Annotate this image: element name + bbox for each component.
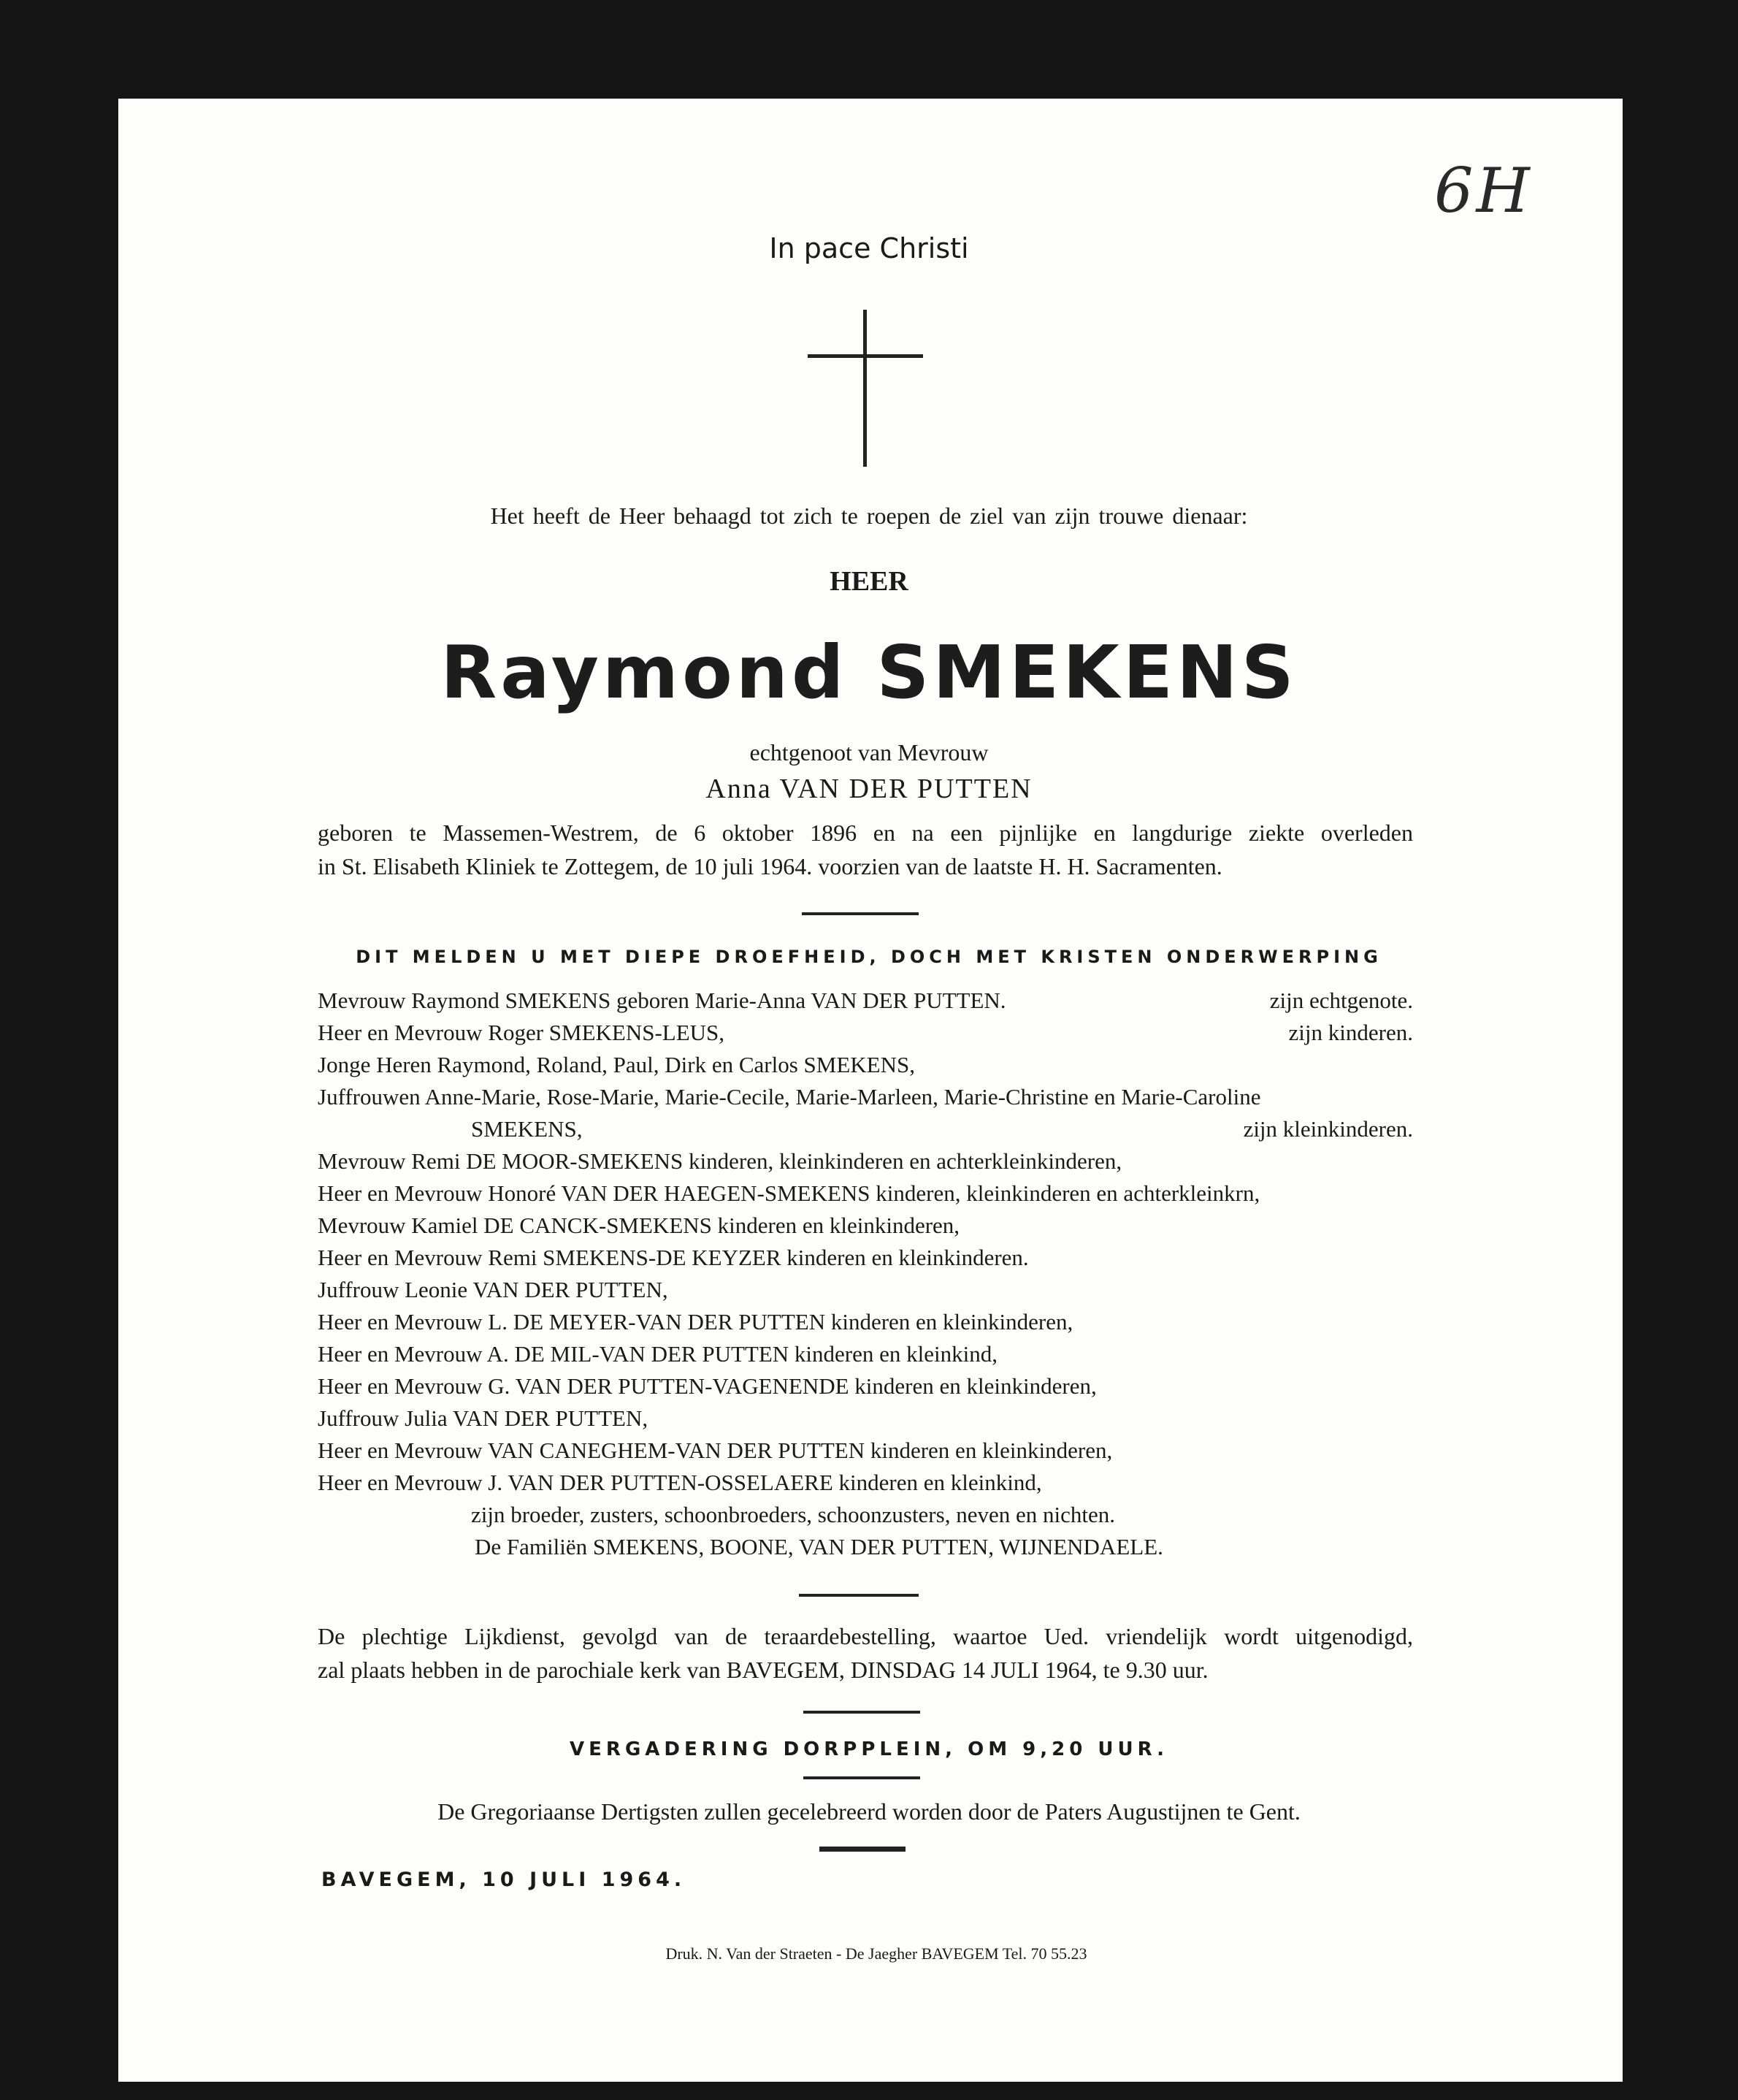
list-item: Heer en Mevrouw J. VAN DER PUTTEN-OSSELAERE kinderen en kleinkind, [318, 1470, 1042, 1495]
announce-caps: DIT MELDEN U MET DIEPE DROEFHEID, DOCH MET KRISTEN ONDERWERPING [356, 947, 1382, 967]
list-item: Heer en Mevrouw G. VAN DER PUTTEN-VAGENENDE kinderen en kleinkinderen, [318, 1373, 1097, 1399]
family-list [318, 985, 1457, 1563]
list-item: Mevrouw Raymond SMEKENS geboren Marie-Anna VAN DER PUTTEN. zijn echtgenote. [318, 988, 1413, 1013]
list-item: De Familiën SMEKENS, BOONE, VAN DER PUTTEN, WIJNENDAELE. [475, 1534, 1163, 1559]
service-line-1: De plechtige Lijkdienst, gevolgd van de teraardebestelling, waartoe Ued. vriendelijk wordt uitgenodigd, [318, 1623, 1413, 1649]
divider [802, 912, 919, 915]
announcement: Het heeft de Heer behaagd tot zich te roepen de ziel van zijn trouwe dienaar: [490, 503, 1248, 529]
list-item: Heer en Mevrouw L. DE MEYER-VAN DER PUTTEN kinderen en kleinkinderen, [318, 1309, 1073, 1335]
service-line-2: zal plaats hebben in de parochiale kerk van BAVEGEM, DINSDAG 14 JULI 1964, te 9.30 uur. [318, 1657, 1209, 1683]
list-item: Juffrouwen Anne-Marie, Rose-Marie, Marie-Cecile, Marie-Marleen, Marie-Christine en Marie-Caroline [318, 1084, 1261, 1110]
list-item: Mevrouw Remi DE MOOR-SMEKENS kinderen, kleinkinderen en achterkleinkinderen, [318, 1148, 1122, 1174]
spouse-label: echtgenoot van Mevrouw [749, 739, 989, 765]
meeting-notice: VERGADERING DORPPLEIN, OM 9,20 UUR. [570, 1738, 1168, 1760]
cross-icon-bar [808, 354, 923, 358]
list-item: Heer en Mevrouw Remi SMEKENS-DE KEYZER kinderen en kleinkinderen. [318, 1245, 1029, 1270]
divider [803, 1711, 920, 1714]
list-item: Juffrouw Julia VAN DER PUTTEN, [318, 1405, 648, 1431]
list-item: SMEKENS, zijn kleinkinderen. [471, 1116, 1413, 1142]
list-item: Jonge Heren Raymond, Roland, Paul, Dirk en Carlos SMEKENS, [318, 1052, 915, 1077]
list-item: Heer en Mevrouw Honoré VAN DER HAEGEN-SMEKENS kinderen, kleinkinderen en achterkleinkrn, [318, 1180, 1260, 1206]
title: HEER [830, 566, 908, 597]
list-item: Juffrouw Leonie VAN DER PUTTEN, [318, 1277, 668, 1302]
spouse-name: Anna VAN DER PUTTEN [705, 774, 1033, 804]
bio-line-2: in St. Elisabeth Kliniek te Zottegem, de 10 juli 1964. voorzien van de laatste H. H. Sacramenten. [318, 853, 1222, 879]
printer-imprint: Druk. N. Van der Straeten - De Jaegher BAVEGEM Tel. 70 55.23 [665, 1944, 1087, 1963]
handwritten-annotation: 6H [1434, 155, 1533, 226]
motto: In pace Christi [769, 232, 969, 264]
list-item: zijn broeder, zusters, schoonbroeders, schoonzusters, neven en nichten. [471, 1502, 1115, 1527]
deceased-name: Raymond SMEKENS [440, 630, 1298, 715]
divider [803, 1776, 920, 1779]
list-item: Heer en Mevrouw Roger SMEKENS-LEUS, zijn kinderen. [318, 1020, 1413, 1045]
divider-bold [819, 1847, 906, 1852]
place-date: BAVEGEM, 10 JULI 1964. [321, 1868, 686, 1891]
list-item: Heer en Mevrouw A. DE MIL-VAN DER PUTTEN kinderen en kleinkind, [318, 1341, 998, 1367]
gregorian-notice: De Gregoriaanse Dertigsten zullen gecelebreerd worden door de Paters Augustijnen te Gent. [437, 1798, 1301, 1825]
divider [799, 1594, 919, 1597]
cross-icon [863, 310, 867, 467]
list-item: Heer en Mevrouw VAN CANEGHEM-VAN DER PUTTEN kinderen en kleinkinderen, [318, 1437, 1113, 1463]
list-item: Mevrouw Kamiel DE CANCK-SMEKENS kinderen en kleinkinderen, [318, 1213, 960, 1238]
bio-line-1: geboren te Massemen-Westrem, de 6 oktober 1896 en na een pijnlijke en langdurige ziekte overleden [318, 820, 1413, 846]
